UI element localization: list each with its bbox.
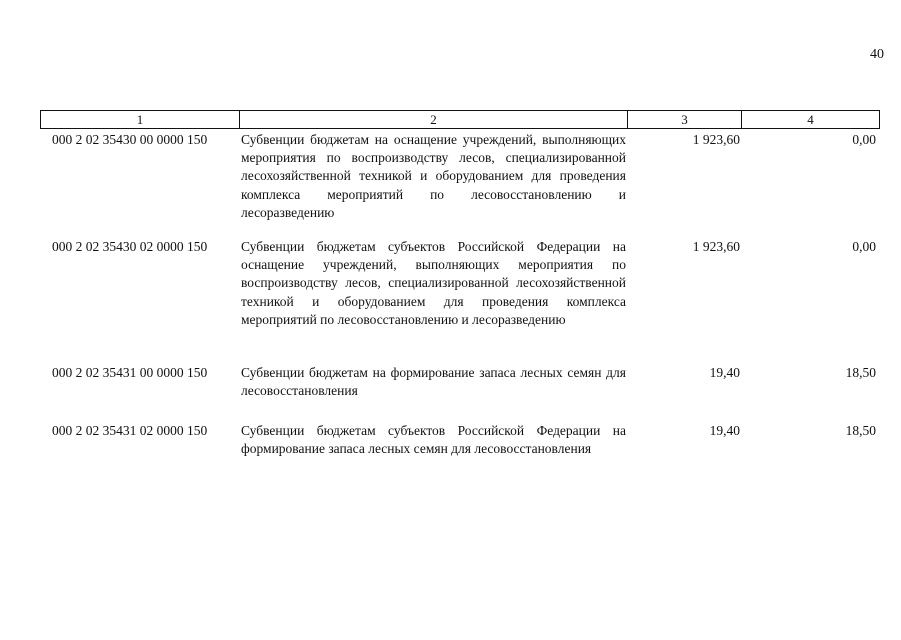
row-description: Субвенции бюджетам на формирование запаса лесных семян для лесовосстановления [241, 365, 626, 399]
page-number: 40 [870, 47, 884, 62]
row-value-col3: 1 923,60 [692, 239, 740, 254]
row-value-col4: 18,50 [845, 423, 876, 438]
header-cell-1: 1 [40, 110, 240, 129]
header-cell-2: 2 [239, 110, 628, 129]
row-description: Субвенции бюджетам субъектов Российской Федерации на формирование запаса лесных семян для лесовосстановления [241, 423, 626, 457]
table-header [40, 110, 880, 129]
row-code: 000 2 02 35430 00 0000 150 [52, 132, 208, 147]
header-cell-4: 4 [741, 110, 880, 129]
row-value-col3: 19,40 [709, 365, 740, 380]
row-value-col3: 1 923,60 [692, 132, 740, 147]
row-value-col3: 19,40 [709, 423, 740, 438]
row-value-col4: 18,50 [845, 365, 876, 380]
row-code: 000 2 02 35430 02 0000 150 [52, 239, 208, 254]
header-cell-3: 3 [627, 110, 742, 129]
row-description: Субвенции бюджетам субъектов Российской Федерации на оснащение учреждений, выполняющих мероприятия по воспроизводству лесов, специализированной лесохозяйственной техникой и оборудованием для проведения комплекса мероприятий по лесовосстановлению и лесоразведению [241, 239, 626, 327]
row-description: Субвенции бюджетам на оснащение учреждений, выполняющих мероприятия по воспроизводству лесов, специализированной лесохозяйственной техникой и оборудованием для проведения комплекса мероприятий по лесовосстановлению и лесоразведению [241, 132, 626, 220]
row-value-col4: 0,00 [852, 132, 876, 147]
row-value-col4: 0,00 [852, 239, 876, 254]
row-code: 000 2 02 35431 02 0000 150 [52, 423, 208, 438]
row-code: 000 2 02 35431 00 0000 150 [52, 365, 208, 380]
